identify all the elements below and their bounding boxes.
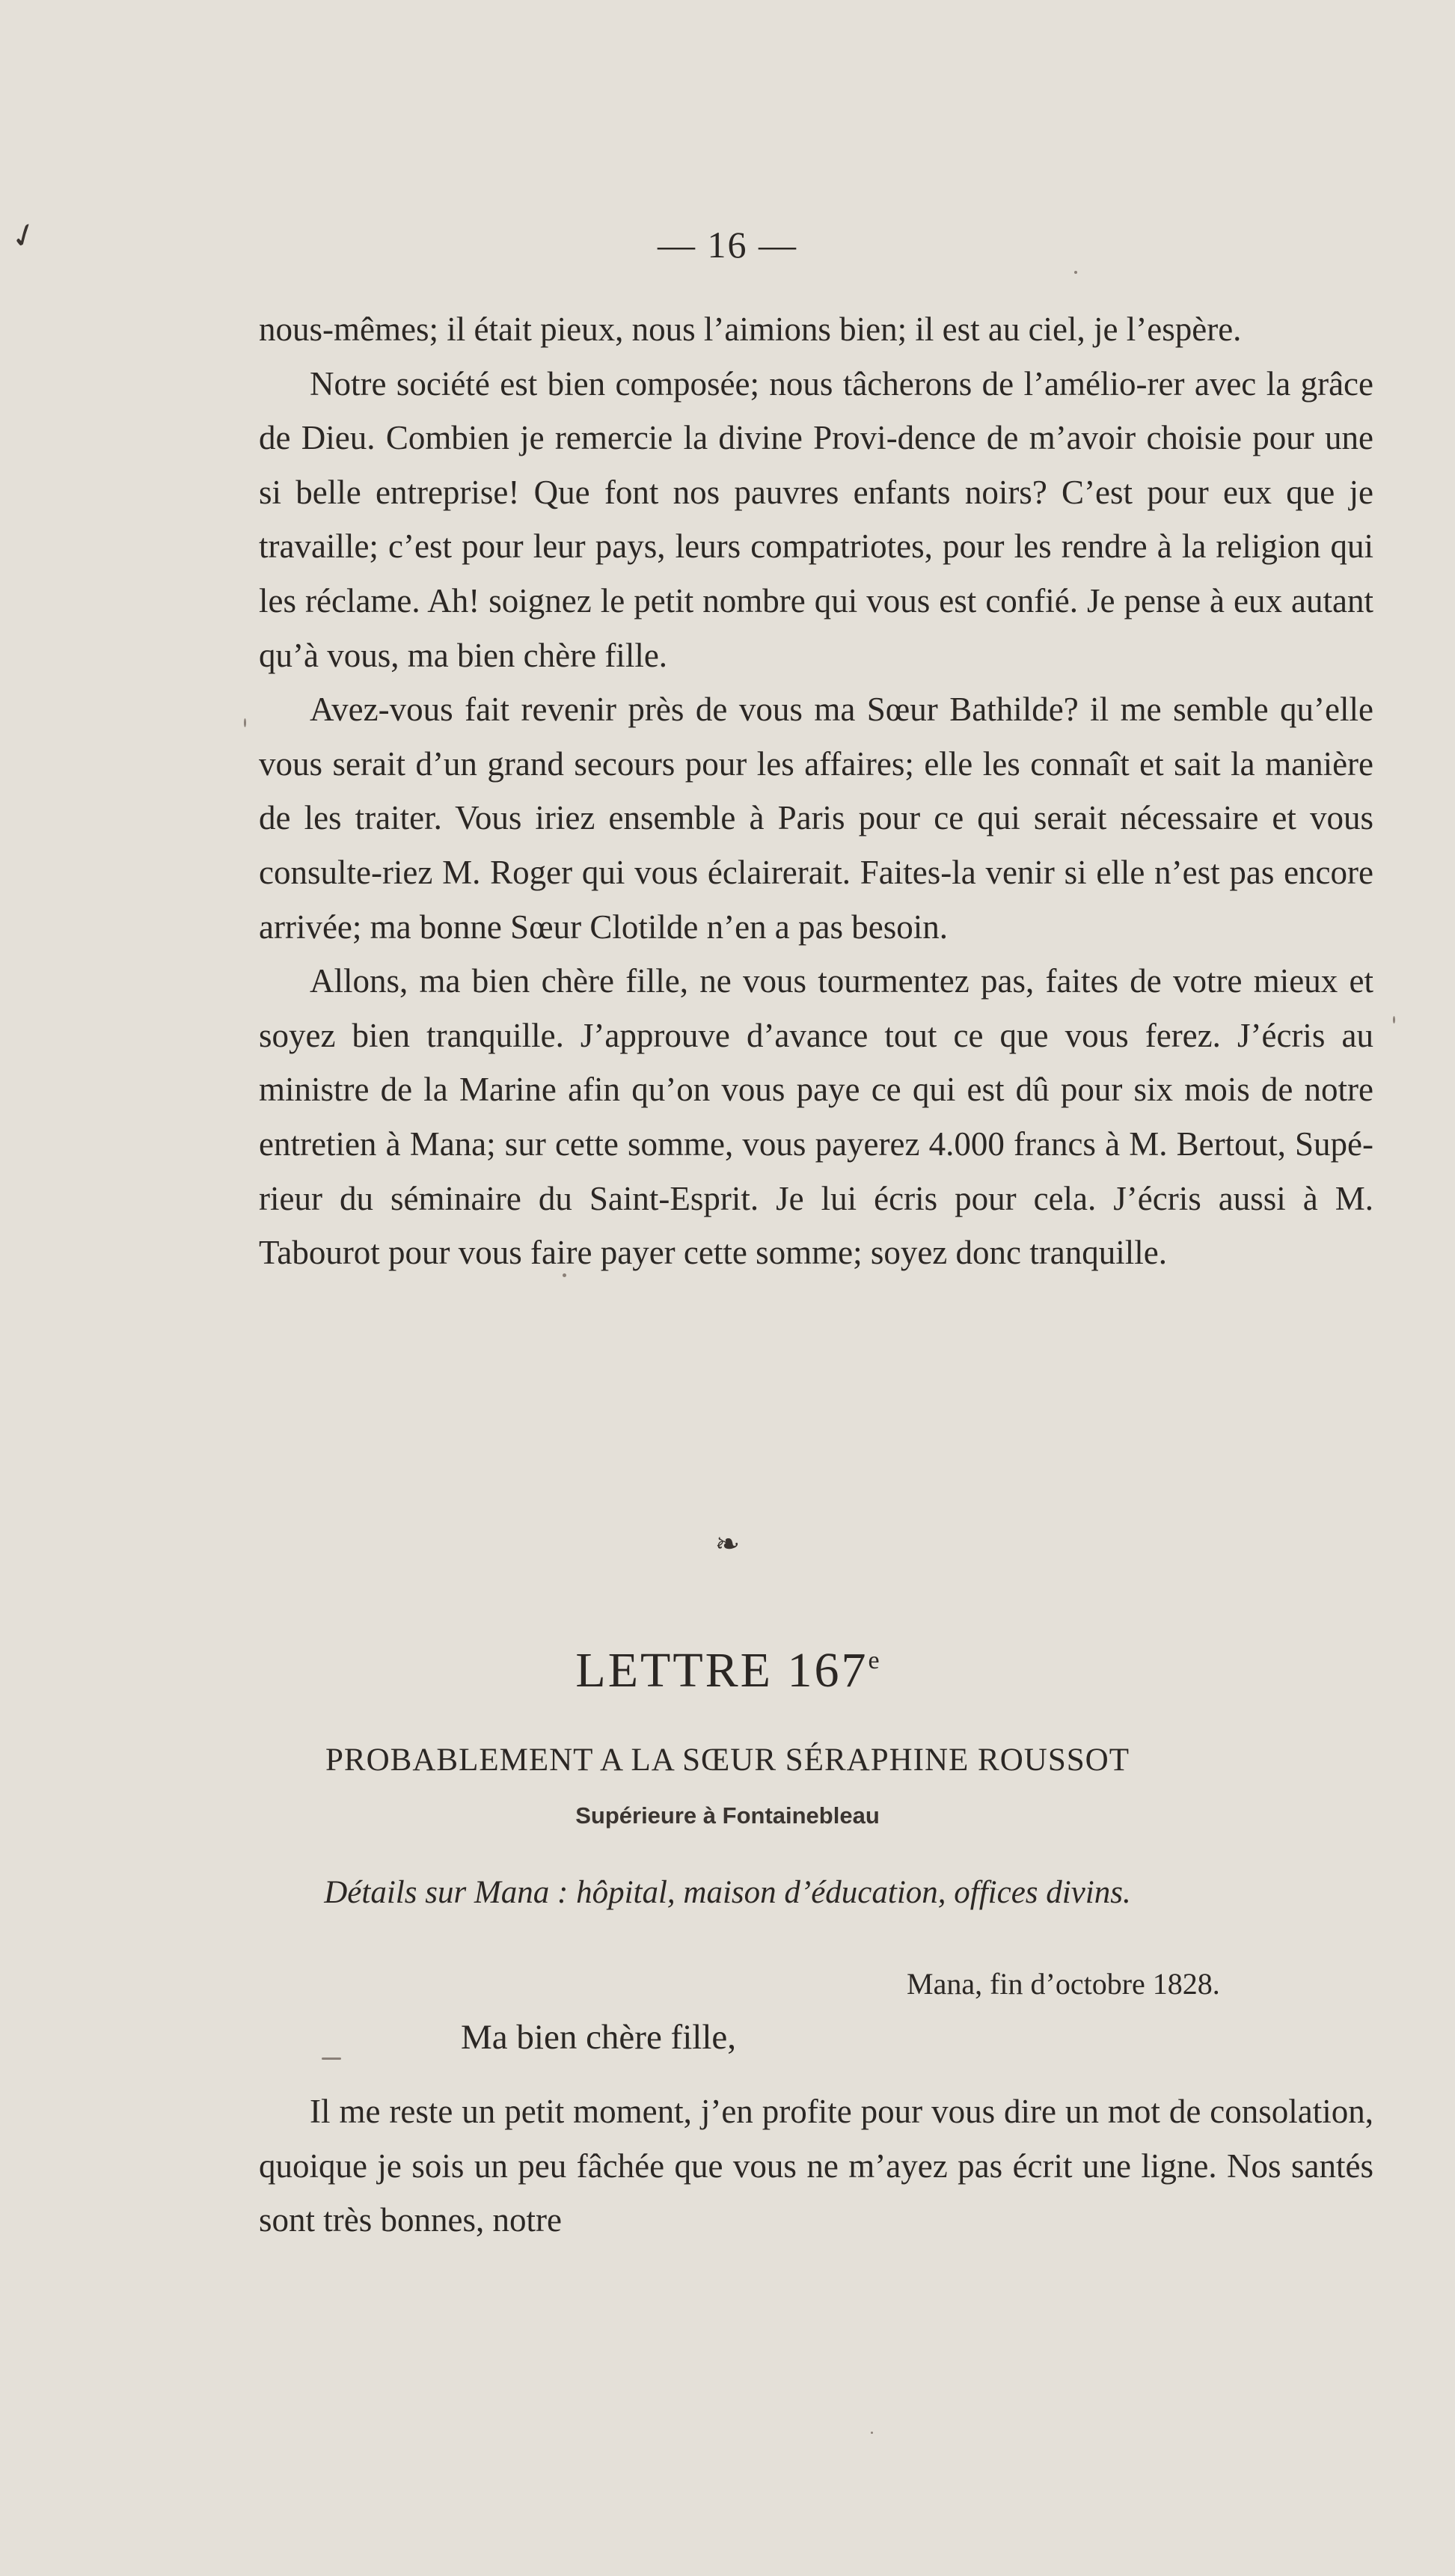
paragraph-2: Notre société est bien composée; nous tâcherons de l’amélio-rer avec la grâce de Dieu. Combien je remercie la divine Provi-dence de m’avoir choisie pour une si belle entreprise! Que font nos pauvres enfants noirs? C’est pour eux que je travaille; c’est pour leur pays, leurs compatriotes, pour les rendre à la religion qui les réclame. Ah! soignez le petit nombre qui vous est confié. Je pense à eux autant qu’à vous, ma bien chère fille. [259, 364, 1373, 674]
letter-summary: Détails sur Mana : hôpital, maison d’éducation, offices divins. [324, 1875, 1131, 1910]
page-number: — 16 — [658, 224, 797, 266]
paper-speck [244, 718, 246, 727]
paper-speck [871, 2432, 873, 2434]
paper-speck [1393, 1016, 1395, 1024]
paper-speck [322, 2058, 341, 2060]
letter-paragraph-1: Il me reste un petit moment, j’en profite pour vous dire un mot de consolation, quoique je sois un peu fâchée que vous ne m’ayez pas écrit une ligne. Nos santés sont très bonnes, notre [259, 2093, 1373, 2239]
letter-title [0, 1642, 1455, 1699]
letter-salutation: Ma bien chère fille, [461, 2018, 736, 2057]
recipient-subtitle: Supérieure à Fontainebleau [575, 1802, 880, 1829]
letter-title-text: LETTRE 167 [575, 1643, 869, 1698]
paragraph-3: Avez-vous fait revenir près de vous ma Sœur Bathilde? il me semble qu’elle vous serait d’un grand secours pour les affaires; elle les connaît et sait la manière de les traiter. Vous iriez ensemble à Paris pour ce qui serait nécessaire et vous consulte-riez M. Roger qui vous éclairerait. Faites-la venir si elle n’est pas encore arrivée; ma bonne Sœur Clotilde n’en a pas besoin. [259, 691, 1373, 946]
continuation-text [259, 302, 1373, 1280]
paper-speck [1074, 271, 1077, 274]
letter-date: Mana, fin d’octobre 1828. [907, 1967, 1220, 2001]
paragraph-4: Allons, ma bien chère fille, ne vous tourmentez pas, faites de votre mieux et soyez bien tranquille. J’approuve d’avance tout ce que vous ferez. J’écris au ministre de la Marine afin qu’on vous paye ce qui est dû pour six mois de notre entretien à Mana; sur cette somme, vous payerez 4.000 francs à M. Bertout, Supé-rieur du séminaire du Saint-Esprit. Je lui écris pour cela. J’écris aussi à M. Tabourot pour vous faire payer cette somme; soyez donc tranquille. [259, 962, 1373, 1272]
margin-mark-icon: ✓ [4, 214, 44, 258]
letter-title-suffix: e [868, 1647, 880, 1674]
letter-recipient: PROBABLEMENT A LA SŒUR SÉRAPHINE ROUSSOT [325, 1743, 1130, 1778]
letter-body [259, 2084, 1373, 2248]
paper-speck [563, 1273, 566, 1277]
paragraph-1: nous-mêmes; il était pieux, nous l’aimions bien; il est au ciel, je l’espère. [259, 310, 1242, 348]
ornament-icon: ❧ [714, 1527, 741, 1561]
